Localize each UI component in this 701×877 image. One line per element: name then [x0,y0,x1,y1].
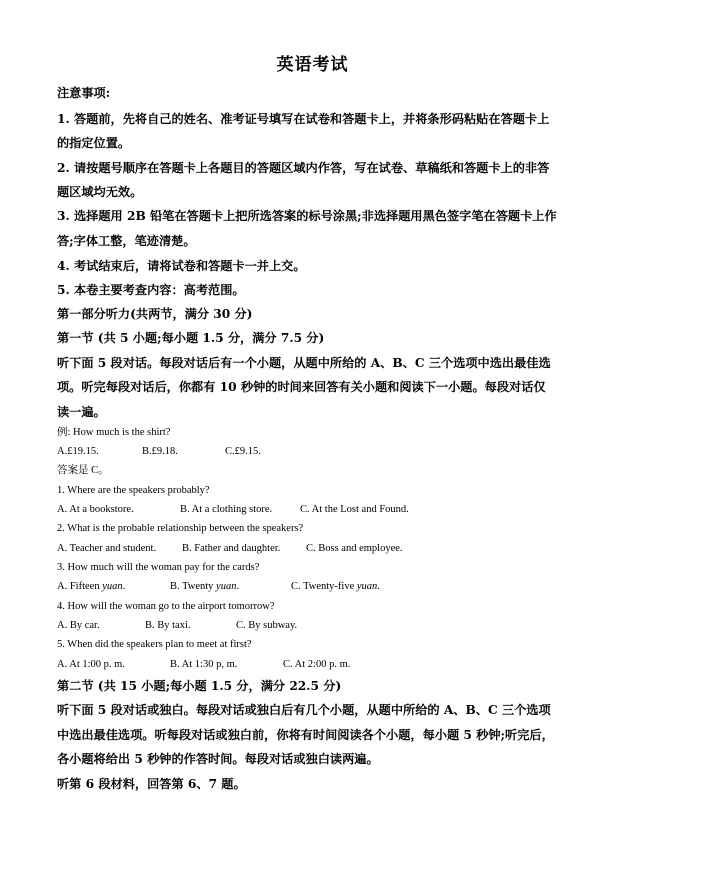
section2-heading: 第二节 (共 15 小题;每小题 1.5 分，满分 22.5 分) [57,679,342,693]
example-question: 例: How much is the shirt? [57,427,171,438]
section2-instruction-d: 听第 6 段材料，回答第 6、7 题。 [57,777,246,791]
q4-option-b: B. By taxi. [145,620,191,631]
example-option-a: A.£19.15. [57,446,99,457]
q3-option-c: C. Twenty-five yuan. [291,581,380,592]
notice-item-1a: 1. 答题前，先将自己的姓名、准考证号填写在试卷和答题卡上，并将条形码粘贴在答题卡上 [57,112,550,126]
question-2: 2. What is the probable relationship between the speakers? [57,523,304,534]
part1-heading: 第一部分听力(共两节，满分 30 分) [57,307,253,321]
notice-item-4: 4. 考试结束后，请将试卷和答题卡一并上交。 [57,259,306,273]
q4-option-c: C. By subway. [236,620,298,631]
notice-item-2a: 2. 请按题号顺序在答题卡上各题目的答题区域内作答，写在试卷、草稿纸和答题卡上的非答 [57,161,550,175]
q2-option-b: B. Father and daughter. [182,543,281,554]
q4-option-a: A. By car. [57,620,100,631]
question-1: 1. Where are the speakers probably? [57,485,210,496]
section1-instruction-c: 读一遍。 [57,405,106,419]
question-5: 5. When did the speakers plan to meet at first? [57,639,252,650]
q5-option-a: A. At 1:00 p. m. [57,659,125,670]
q3-option-a: A. Fifteen yuan. [57,581,126,592]
q2-option-a: A. Teacher and student. [57,543,157,554]
notice-item-1b: 的指定位置。 [57,136,131,150]
question-4: 4. How will the woman go to the airport tomorrow? [57,601,275,612]
q1-option-a: A. At a bookstore. [57,504,134,515]
section1-instruction-b: 项。听完每段对话后，你都有 10 秒钟的时间来回答有关小题和阅读下一小题。每段对话仅 [57,380,546,394]
notice-heading: 注意事项: [57,86,111,100]
q1-option-c: C. At the Lost and Found. [300,504,409,515]
example-option-b: B.£9.18. [142,446,178,457]
q1-option-b: B. At a clothing store. [180,504,273,515]
notice-item-5: 5. 本卷主要考查内容：高考范围。 [57,283,245,297]
q2-option-c: C. Boss and employee. [306,543,403,554]
notice-item-3b: 答;字体工整，笔迹清楚。 [57,234,196,248]
section2-instruction-b: 中选出最佳选项。听每段对话或独白前，你将有时间阅读各个小题，每小题 5 秒钟;听完后， [57,728,554,742]
section2-instruction-a: 听下面 5 段对话或独白。每段对话或独白后有几个小题，从题中所给的 A、B、C 三个选项 [57,703,551,717]
example-answer: 答案是 C。 [57,465,109,476]
section1-heading: 第一节 (共 5 小题;每小题 1.5 分，满分 7.5 分) [57,331,325,345]
section2-instruction-c: 各小题将给出 5 秒钟的作答时间。每段对话或独白读两遍。 [57,752,379,766]
example-option-c: C.£9.15. [225,446,261,457]
notice-item-2b: 题区域均无效。 [57,185,143,199]
section1-instruction-a: 听下面 5 段对话。每段对话后有一个小题，从题中所给的 A、B、C 三个选项中选出最佳选 [57,356,551,370]
page-title: 英语考试 [276,55,349,75]
q3-option-b: B. Twenty yuan. [170,581,240,592]
question-3: 3. How much will the woman pay for the cards? [57,562,260,573]
notice-item-3a: 3. 选择题用 2B 铅笔在答题卡上把所选答案的标号涂黑;非选择题用黑色签字笔在答题卡上作 [57,209,557,223]
q5-option-b: B. At 1:30 p, m. [170,659,238,670]
q5-option-c: C. At 2:00 p. m. [283,659,351,670]
